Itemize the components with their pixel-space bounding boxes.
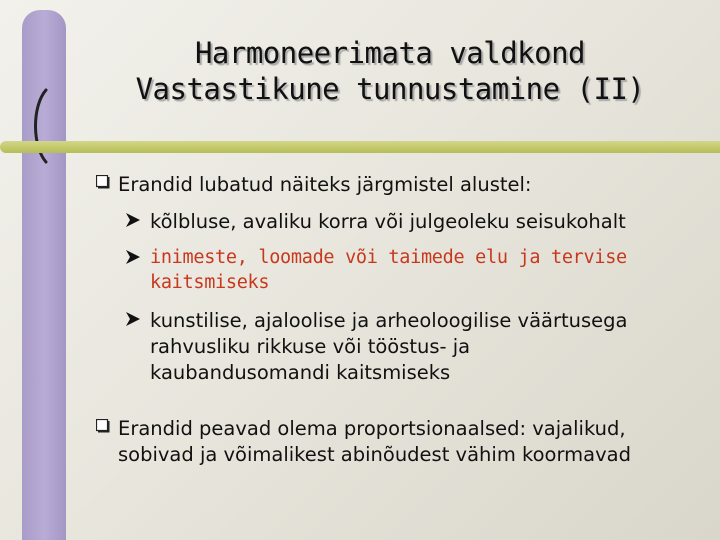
sub-bullet-text: kõlbluse, avaliku korra või julgeoleku seisukohalt	[150, 210, 626, 233]
slide-title	[70, 36, 710, 107]
bullet-item	[96, 416, 706, 468]
sub-bullet-text: rahvusliku rikkuse või tööstus- ja	[150, 334, 471, 358]
sub-bullet-text: kaubandusomandi kaitsmiseks	[150, 360, 451, 384]
sub-bullet-item	[125, 246, 710, 295]
bullet-text: sobivad ja võimalikest abinõudest vähim koormavad	[118, 442, 631, 466]
title-line-2: Vastastikune tunnustamine (II)	[135, 71, 645, 106]
sub-bullet-text-highlighted: inimeste, loomade või taimede elu ja tervise	[150, 247, 627, 268]
bracket-decoration-icon	[24, 86, 54, 166]
decorative-green-line	[0, 141, 720, 153]
bullet-text: Erandid peavad olema proportsionaalsed: vajalikud,	[118, 417, 626, 440]
sub-bullet-text-highlighted: kaitsmiseks	[150, 271, 270, 293]
bullet-item	[96, 172, 706, 198]
checkbox-square-icon	[96, 175, 110, 189]
title-line-1: Harmoneerimata valdkond	[194, 36, 586, 70]
sub-bullet-item	[125, 209, 710, 235]
bullet-text: Erandid lubatud näiteks järgmistel alustel:	[118, 173, 532, 196]
sub-bullet-item	[125, 308, 710, 386]
arrow-bullet-icon	[125, 311, 141, 327]
arrow-bullet-icon	[125, 212, 141, 228]
sub-bullet-text: kunstilise, ajaloolise ja arheoloogilise väärtusega	[150, 309, 628, 332]
arrow-bullet-icon	[125, 249, 141, 265]
checkbox-square-icon	[96, 419, 110, 433]
